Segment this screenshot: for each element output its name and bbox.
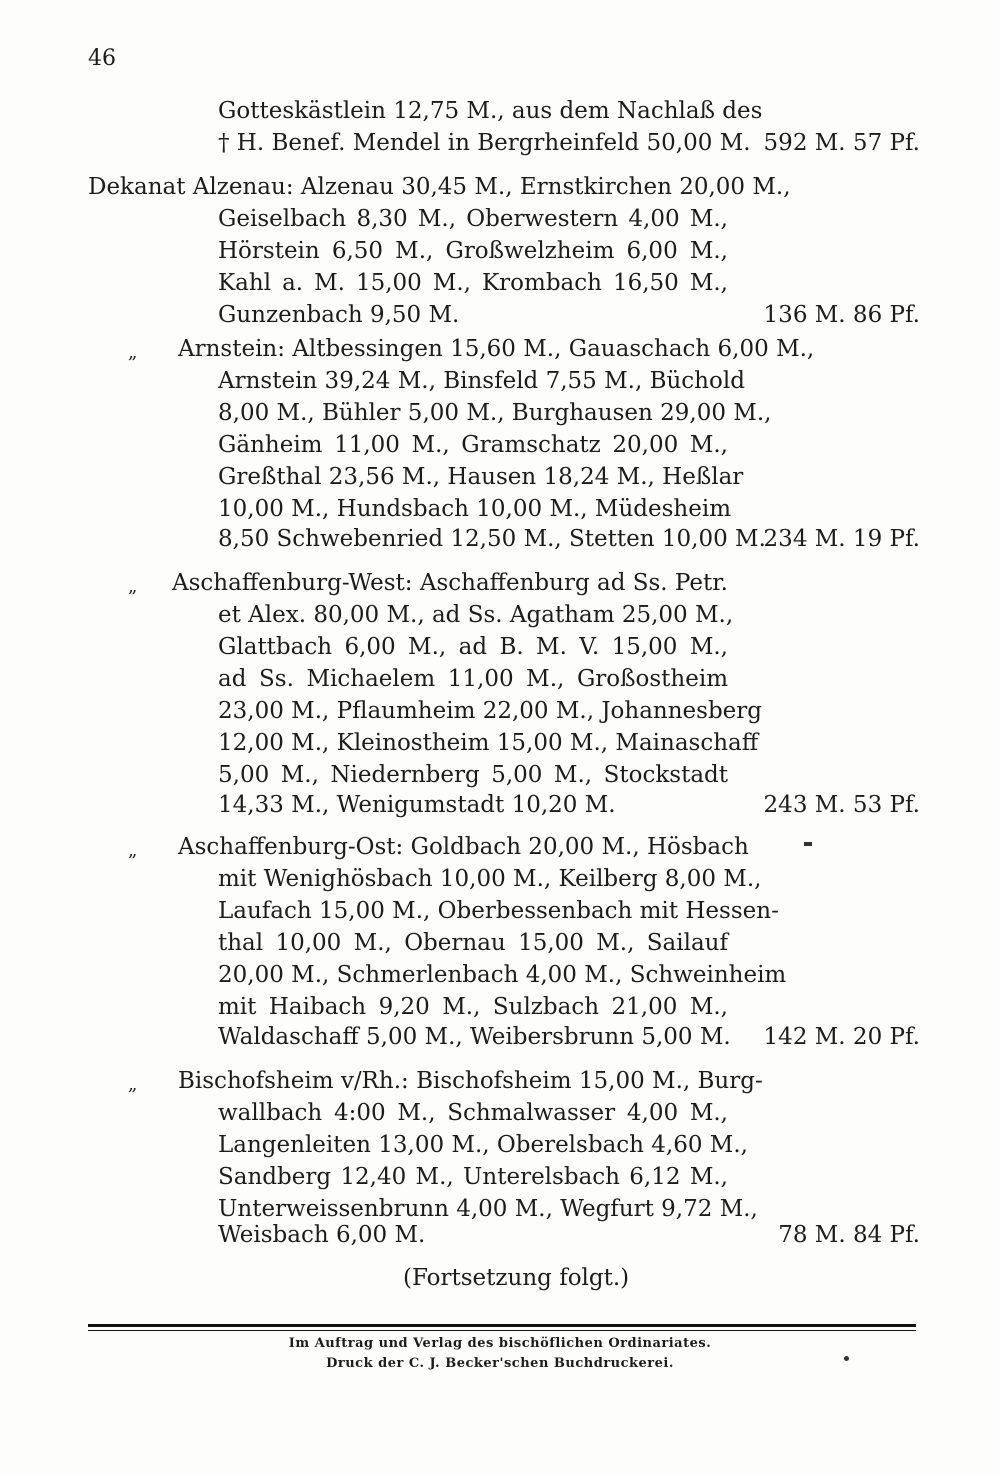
page-number: 46 [88,46,116,71]
entry-line: Laufach 15,00 M., Oberbessenbach mit Hessen- [218,898,779,924]
entry-line: Aschaffenburg-West: Aschaffenburg ad Ss. Petr. [172,570,728,596]
footer-rule [88,1324,916,1327]
entry-line: 23,00 M., Pflaumheim 22,00 M., Johannesberg [218,698,763,724]
ditto-mark: „ [128,342,138,363]
entry-line: Dekanat Alzenau: Alzenau 30,45 M., Ernstkirchen 20,00 M., [88,174,791,200]
entry-amount: 592 M. 57 Pf. [763,130,920,156]
entry-line: 10,00 M., Hundsbach 10,00 M., Müdesheim [218,496,732,522]
entry-line: † H. Benef. Mendel in Bergrheinfeld 50,00 M. [218,130,751,156]
imprint-printer: Druck der C. J. Becker'schen Buchdruckerei. [326,1356,674,1371]
entry-line: Waldaschaff 5,00 M., Weibersbrunn 5,00 M. [218,1024,731,1050]
entry-line: Greßthal 23,56 M., Hausen 18,24 M., Heßlar [218,464,744,490]
entry-line: ad Ss. Michaelem 11,00 M., Großostheim [218,666,728,692]
entry-line: et Alex. 80,00 M., ad Ss. Agatham 25,00 M., [218,602,734,628]
entry-amount: 234 M. 19 Pf. [763,526,920,552]
entry-amount: 78 M. 84 Pf. [778,1222,920,1248]
ditto-mark: „ [128,1074,138,1095]
entry-line: 5,00 M., Niedernberg 5,00 M., Stockstadt [218,762,728,788]
entry-line: 8,00 M., Bühler 5,00 M., Burghausen 29,00 M., [218,400,772,426]
footer-rule-thin [88,1330,916,1331]
entry-line: Gotteskästlein 12,75 M., aus dem Nachlaß des [218,98,763,124]
entry-line: Unterweissenbrunn 4,00 M., Wegfurt 9,72 M., [218,1196,758,1222]
continuation-note: (Fortsetzung folgt.) [403,1265,630,1291]
stray-dot [844,1356,849,1361]
entry-line: wallbach 4:00 M., Schmalwasser 4,00 M., [218,1100,728,1126]
entry-line: 20,00 M., Schmerlenbach 4,00 M., Schweinheim [218,962,787,988]
separator-dash [804,842,812,846]
ditto-mark: „ [128,840,138,861]
entry-line: Aschaffenburg-Ost: Goldbach 20,00 M., Hösbach [178,834,749,860]
entry-line: Hörstein 6,50 M., Großwelzheim 6,00 M., [218,238,728,264]
entry-line: thal 10,00 M., Obernau 15,00 M., Sailauf [218,930,728,956]
entry-line: Arnstein: Altbessingen 15,60 M., Gauaschach 6,00 M., [178,336,815,362]
entry-line: Sandberg 12,40 M., Unterelsbach 6,12 M., [218,1164,728,1190]
entry-line: Bischofsheim v/Rh.: Bischofsheim 15,00 M., Burg- [178,1068,763,1094]
entry-line: Geiselbach 8,30 M., Oberwestern 4,00 M., [218,206,728,232]
entry-line: mit Wenighösbach 10,00 M., Keilberg 8,00 M., [218,866,762,892]
entry-amount: 136 M. 86 Pf. [763,302,920,328]
entry-line: Glattbach 6,00 M., ad B. M. V. 15,00 M., [218,634,728,660]
entry-line: Weisbach 6,00 M. [218,1222,426,1248]
entry-line: Gänheim 11,00 M., Gramschatz 20,00 M., [218,432,728,458]
imprint-publisher: Im Auftrag und Verlag des bischöflichen Ordinariates. [288,1336,712,1351]
entry-line: Langenleiten 13,00 M., Oberelsbach 4,60 M., [218,1132,748,1158]
entry-line: Arnstein 39,24 M., Binsfeld 7,55 M., Büchold [218,368,745,394]
entry-line: mit Haibach 9,20 M., Sulzbach 21,00 M., [218,994,728,1020]
ditto-mark: „ [128,576,138,597]
entry-amount: 243 M. 53 Pf. [763,792,920,818]
entry-amount: 142 M. 20 Pf. [763,1024,920,1050]
entry-line: 8,50 Schwebenried 12,50 M., Stetten 10,00 M. [218,526,766,552]
entry-line: Gunzenbach 9,50 M. [218,302,460,328]
entry-line: Kahl a. M. 15,00 M., Krombach 16,50 M., [218,270,728,296]
entry-line: 14,33 M., Wenigumstadt 10,20 M. [218,792,616,818]
entry-line: 12,00 M., Kleinostheim 15,00 M., Mainaschaff [218,730,759,756]
